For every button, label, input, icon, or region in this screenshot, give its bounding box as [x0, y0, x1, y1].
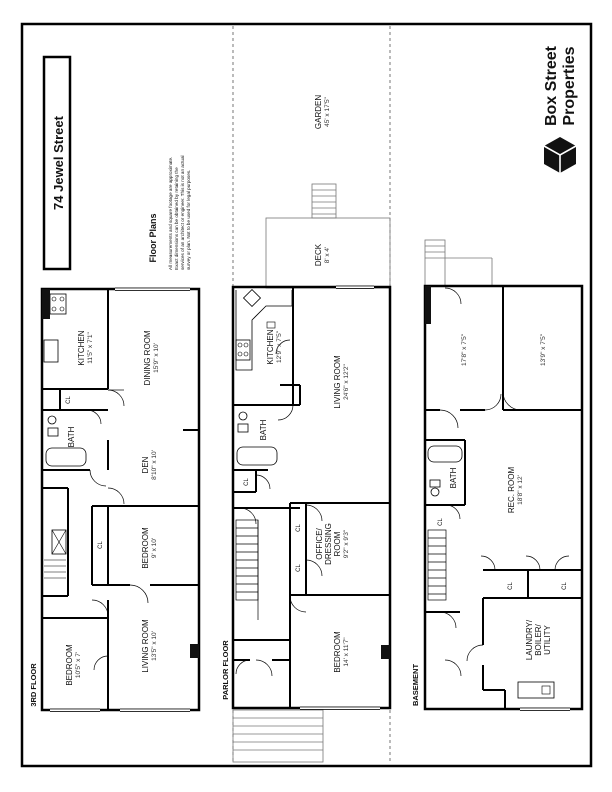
room-rec: REC. ROOM: [507, 466, 516, 514]
basement-bathtub-fixture: [428, 446, 462, 462]
room-cl2-pf: CL: [296, 524, 302, 532]
room-office-dim: 9'2" x 9'3": [343, 529, 350, 559]
room-kitchen-3f-dim: 11'5" x 7'1": [87, 332, 94, 364]
toilet-fixture: [48, 416, 56, 424]
room-kitchen-pf-dim: 12'9" x 7'5": [276, 330, 283, 364]
parlor-stove-fixture: [236, 340, 250, 360]
room-deck: DECK: [314, 243, 323, 267]
cube-icon: [544, 137, 576, 173]
svg-text:Exact dimensions can be obtain: Exact dimensions can be obtained by retaining the: [174, 167, 179, 270]
room-laundry-l1: LAUNDRY/: [525, 619, 534, 661]
room-living-3f: LIVING ROOM: [141, 619, 150, 673]
room-cl3-bs: CL: [562, 582, 568, 590]
room-cl1-bs: CL: [438, 518, 444, 526]
bathtub-fixture: [46, 448, 86, 466]
room-rec-dim: 18'8" x 12': [517, 475, 524, 505]
room-bath-3f: BATH: [67, 426, 76, 448]
parlor-floor-plan: [221, 95, 390, 762]
room-garden: GARDEN: [314, 94, 323, 130]
room-basement-1-dim: 17'8" x 7'5": [461, 333, 468, 367]
room-dining-3f: DINING ROOM: [143, 330, 152, 386]
room-bedroom-pf: BEDROOM: [333, 631, 342, 673]
brand-name-line1: Box Street: [543, 45, 560, 127]
room-kitchen-pf: KITCHEN: [266, 329, 275, 365]
third-floor-label: 3RD FLOOR: [29, 663, 38, 707]
room-bath-pf: BATH: [259, 419, 268, 441]
svg-text:All measurements and square fo: All measurements and square footage are approximate.: [168, 156, 173, 270]
parlor-floor-label: PARLOR FLOOR: [221, 640, 230, 700]
room-office-l3: ROOM: [333, 531, 342, 557]
room-bedroom2-3f-dim: 10'5" x 7': [75, 651, 82, 679]
room-living-pf: LIVING ROOM: [333, 355, 342, 409]
room-bath-bs: BATH: [449, 467, 458, 489]
sink-fixture: [44, 340, 58, 362]
room-bedroom2-3f: BEDROOM: [65, 644, 74, 686]
third-floor-plan: [29, 288, 199, 712]
room-cl3-pf: CL: [296, 564, 302, 572]
svg-text:survey or plan. Not to be used: survey or plan. Not to be used for legal purposes.: [186, 169, 191, 270]
room-basement-2-dim: 13'9" x 7'5": [540, 333, 547, 367]
room-laundry-l2: BOILER/: [534, 624, 543, 656]
basement-plan: [411, 240, 582, 711]
washer-fixture: [518, 682, 554, 698]
room-bedroom-pf-dim: 14' x 11'7": [343, 637, 350, 667]
basement-label: BASEMENT: [411, 663, 420, 707]
parlor-bathtub-fixture: [237, 447, 277, 465]
stove-fixture: [50, 294, 66, 314]
room-cl2-3f: CL: [98, 541, 104, 549]
room-living-3f-dim: 13'5" x 10': [151, 631, 158, 661]
brand-name-line2: Properties: [561, 46, 578, 126]
room-office-l1: OFFICE/: [315, 528, 324, 560]
room-living-pf-dim: 24'6" x 12'2": [343, 364, 350, 400]
room-cl1-3f: CL: [66, 396, 72, 404]
room-laundry-l3: UTILITY: [543, 625, 552, 655]
svg-text:services of an architect or en: services of an architect or engineer. This is not an actual: [180, 155, 185, 270]
room-den-3f-dim: 8'10" x 10': [151, 450, 158, 480]
room-den-3f: DEN: [141, 456, 150, 474]
room-office-l2: DRESSING: [324, 523, 333, 565]
room-bedroom1-3f-dim: 9' x 10': [151, 537, 158, 559]
room-cl2-bs: CL: [508, 582, 514, 590]
brand-logo: [543, 45, 578, 173]
floor-plans-heading: Floor Plans: [148, 213, 158, 263]
room-cl1-pf: CL: [244, 478, 250, 486]
room-dining-3f-dim: 15'9" x 10': [153, 343, 160, 373]
room-garden-dim: 45' x 17'5": [324, 97, 331, 127]
room-kitchen-3f: KITCHEN: [77, 330, 86, 366]
address-title: 74 Jewel Street: [51, 116, 66, 210]
room-deck-dim: 8' x 4': [324, 246, 331, 264]
disclaimer: [168, 155, 191, 270]
room-bedroom1-3f: BEDROOM: [141, 527, 150, 569]
title-box: [44, 57, 70, 269]
